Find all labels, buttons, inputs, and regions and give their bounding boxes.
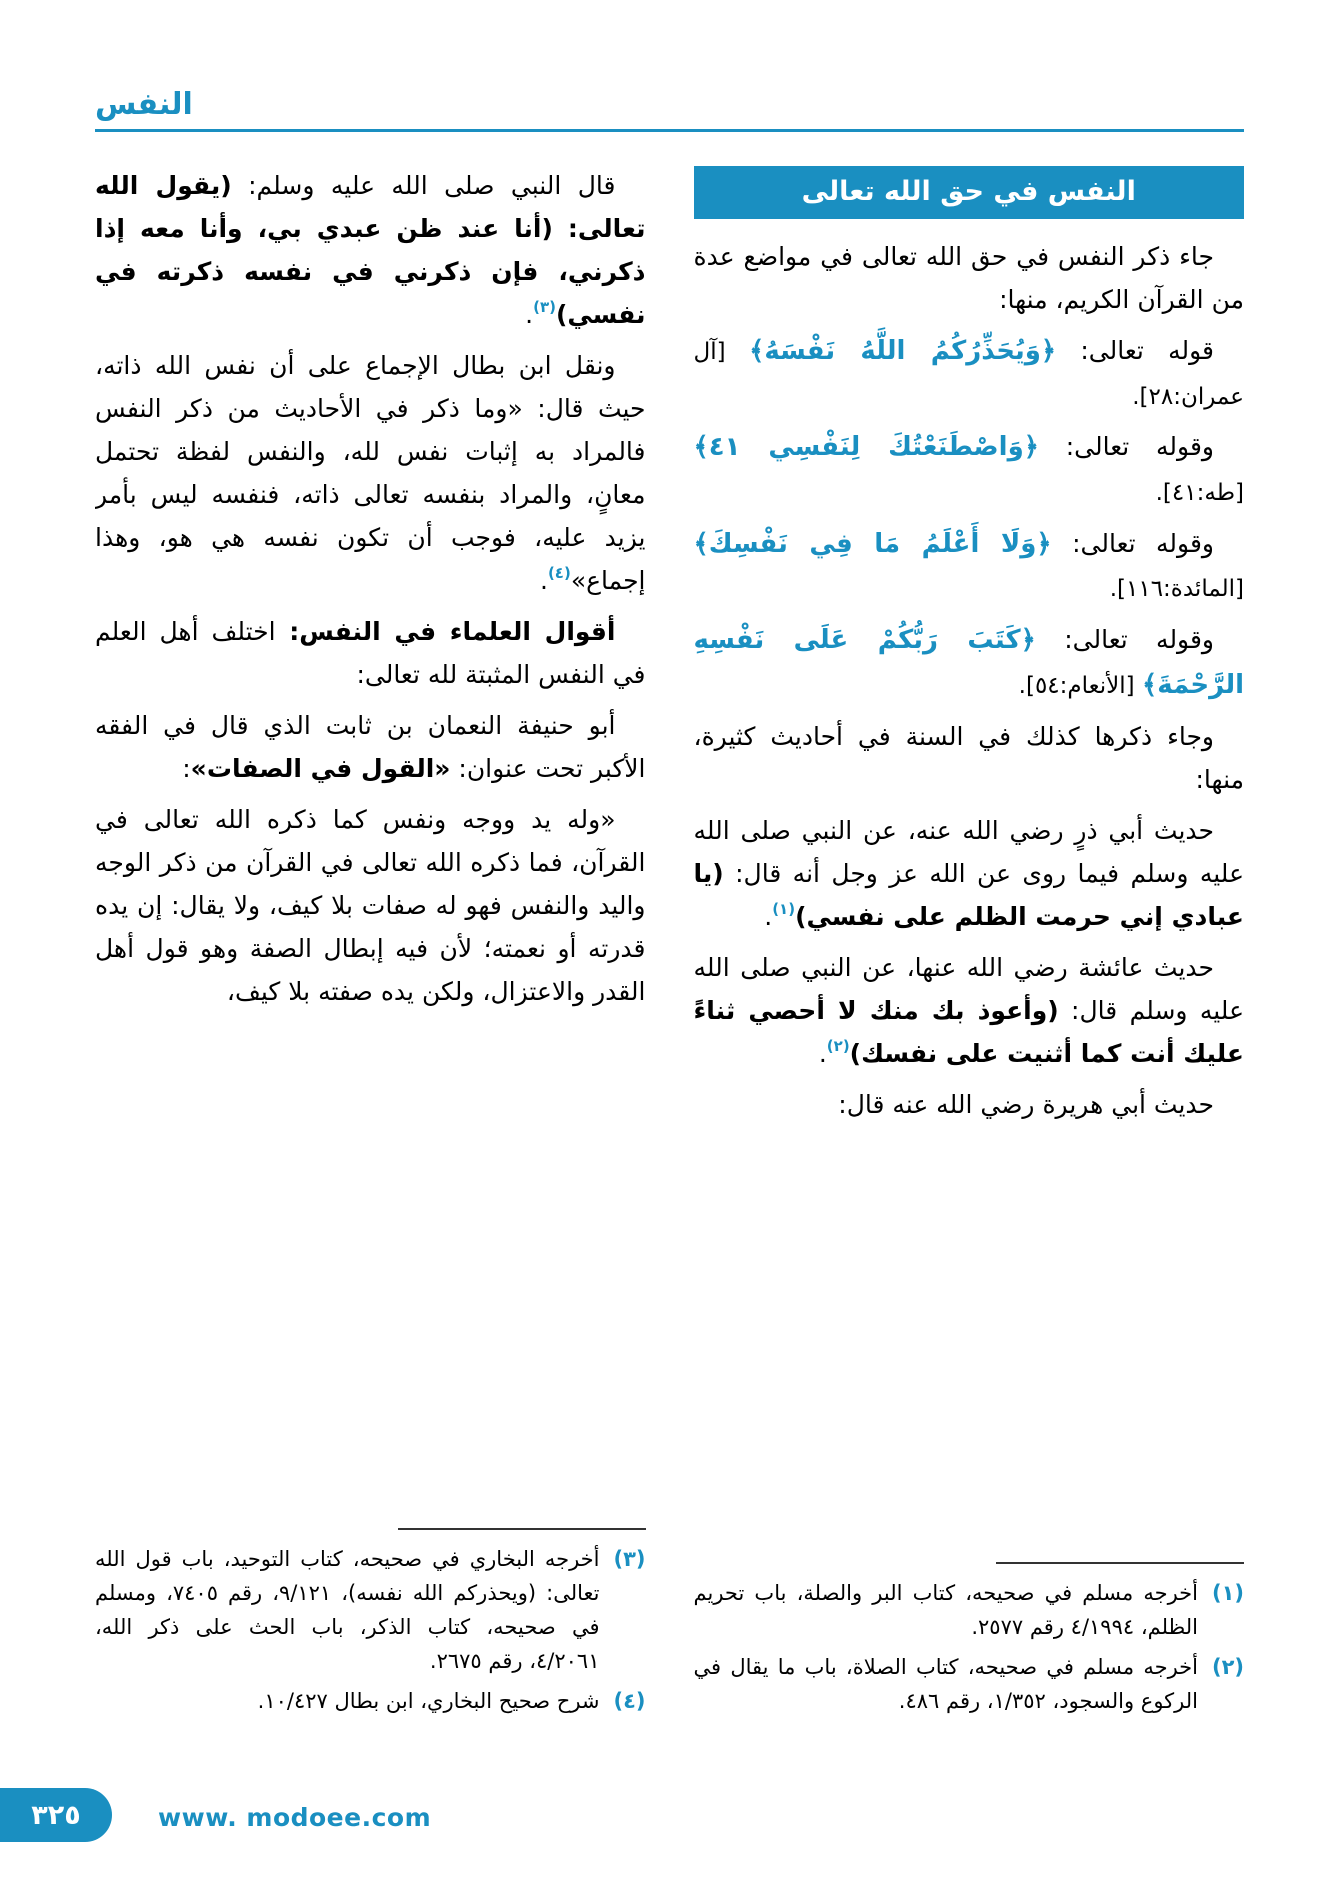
two-column-content [95, 164, 1244, 1724]
paragraph [95, 164, 646, 336]
text-segment: وقوله تعالى: [1038, 432, 1214, 462]
page-number: ٣٢٥ [31, 1799, 81, 1831]
left-column [95, 164, 646, 1724]
paragraph [694, 425, 1245, 513]
text-segment: . [539, 566, 548, 595]
text-segment: (وأعوذ بك منك لا أحصي ثناءً عليك أنت كما أثنيت على نفسك) [693, 996, 1244, 1069]
footnote-separator [398, 1528, 646, 1530]
footnote-text: أخرجه البخاري في صحيحه، كتاب التوحيد، باب قول الله تعالى: (ويحذركم الله نفسه)، ٩/١٢١، رقم ٧٤٠٥، ومسلم في صحيحه، كتاب الذكر، باب الحث على ذكر الله، ٤/٢٠٦١، رقم ٢٦٧٥. [95, 1546, 600, 1673]
paragraph [694, 618, 1245, 707]
footnote-separator [996, 1562, 1244, 1564]
text-segment: ونقل ابن بطال الإجماع على أن نفس الله ذاته، حيث قال: «وما ذكر في الأحاديث من ذكر النفس فالمراد به إثبات نفس لله، والنفس لفظة تحتمل معانٍ، والمراد بنفسه تعالى ذاته، فنفسه ليس بأمر يزيد عليه، فوجب أن تكون نفسه هي هو، وهذا إجماع» [95, 351, 646, 595]
page-number-badge [0, 1788, 112, 1842]
verse-citation: [الأنعام:٥٤]. [1018, 672, 1142, 699]
text-segment: قال النبي صلى الله عليه وسلم: [231, 171, 616, 200]
footnote-text: شرح صحيح البخاري، ابن بطال ١٠/٤٢٧. [257, 1688, 600, 1713]
footnote-list-right [694, 1576, 1245, 1718]
text-segment: . [525, 300, 534, 329]
quran-verse: ﴿وَاصْطَنَعْتُكَ لِنَفْسِي ٤١﴾ [693, 432, 1039, 463]
text-segment: وقوله تعالى: [1035, 624, 1215, 654]
text-segment: . [818, 1039, 827, 1069]
footnote-ref: (٢) [826, 1037, 850, 1056]
text-segment: : [182, 754, 191, 783]
paragraph [95, 798, 646, 1013]
footnote-number: (٣) [613, 1546, 646, 1571]
footnote [95, 1684, 646, 1718]
paragraph [95, 344, 646, 602]
paragraph [694, 1083, 1245, 1126]
paragraph [694, 329, 1245, 417]
footnote-list-left [95, 1542, 646, 1718]
footnote-ref: (٤) [547, 564, 571, 582]
text-segment: أبو حنيفة النعمان بن ثابت الذي قال في الفقه الأكبر تحت عنوان: [95, 711, 646, 783]
right-column-paragraphs [694, 235, 1245, 1134]
footnote-text: أخرجه مسلم في صحيحه، كتاب البر والصلة، باب تحريم الظلم، ٤/١٩٩٤ رقم ٢٥٧٧. [693, 1580, 1198, 1639]
footnote [95, 1542, 646, 1678]
quran-verse: ﴿وَلَا أَعْلَمُ مَا فِي نَفْسِكَ﴾ [693, 528, 1052, 559]
quran-verse: ﴿كَتَبَ رَبُّكُمْ عَلَى نَفْسِهِ الرَّحْمَةَ﴾ [693, 624, 1244, 700]
footnote-ref: (١) [772, 900, 796, 919]
right-column [694, 164, 1245, 1724]
footnote [694, 1650, 1245, 1718]
text-segment: حديث أبي هريرة رضي الله عنه قال: [838, 1090, 1214, 1120]
paragraph [694, 522, 1245, 610]
text-segment: قوله تعالى: [1056, 336, 1214, 365]
text-segment: «وله يد ووجه ونفس كما ذكره الله تعالى في القرآن، فما ذكره الله تعالى في القرآن من ذكر الوجه واليد والنفس فهو له صفات بلا كيف، ولا يقال: إن يده قدرته أو نعمته؛ لأن فيه إبطال الصفة وهو قول أهل القدر والاعتزال، ولكن يده صفته بلا كيف، [95, 805, 646, 1006]
text-segment: جاء ذكر النفس في حق الله تعالى في مواضع عدة من القرآن الكريم، منها: [693, 242, 1244, 314]
footnote-text: أخرجه مسلم في صحيحه، كتاب الصلاة، باب ما يقال في الركوع والسجود، ١/٣٥٢، رقم ٤٨٦. [693, 1654, 1198, 1713]
text-segment: أقوال العلماء في النفس: [275, 617, 616, 646]
running-head [95, 88, 1244, 132]
footnote-number: (١) [1211, 1580, 1244, 1605]
text-segment: وقوله تعالى: [1051, 528, 1214, 558]
footnote-ref: (٣) [533, 298, 556, 316]
text-segment: . [764, 902, 773, 932]
text-segment: حديث أبي ذرٍ رضي الله عنه، عن النبي صلى الله عليه وسلم فيما روى عن الله عز وجل أنه قال: [693, 816, 1244, 889]
text-segment: (يقول الله تعالى: (أنا عند ظن عبدي بي، وأنا معه إذا ذكرني، فإن ذكرني في نفسه ذكرته في نفسي) [95, 171, 646, 329]
footnote-number: (٤) [613, 1688, 646, 1713]
paragraph [694, 946, 1245, 1075]
footnotes-left [95, 1522, 646, 1724]
footnote-number: (٢) [1211, 1654, 1244, 1679]
left-column-paragraphs [95, 164, 646, 1021]
footnote [694, 1576, 1245, 1644]
verse-citation: [طه:٤١]. [1155, 479, 1244, 506]
section-heading: النفس في حق الله تعالى [694, 166, 1245, 219]
verse-citation: [المائدة:١١٦]. [1109, 576, 1244, 603]
paragraph [694, 715, 1245, 801]
paragraph [95, 704, 646, 790]
text-segment: اختلف أهل العلم في النفس المثبتة لله تعالى: [95, 617, 646, 689]
text-segment: «القول في الصفات» [190, 754, 451, 783]
page-title: النفس [95, 87, 193, 122]
verse-citation: [آل عمران:٢٨]. [693, 339, 1244, 410]
paragraph [95, 610, 646, 696]
publisher-website: www. modoee.com [158, 1803, 432, 1832]
paragraph [694, 809, 1245, 938]
text-segment: وجاء ذكرها كذلك في السنة في أحاديث كثيرة، منها: [693, 722, 1244, 795]
text-segment: (يا عبادي إني حرمت الظلم على نفسي) [693, 859, 1244, 932]
paragraph [694, 235, 1245, 321]
footnotes-right [694, 1556, 1245, 1724]
text-segment: حديث عائشة رضي الله عنها، عن النبي صلى الله عليه وسلم قال: [693, 953, 1244, 1026]
quran-verse: ﴿وَيُحَذِّرُكُمُ اللَّهُ نَفْسَهُ﴾ [749, 336, 1057, 366]
